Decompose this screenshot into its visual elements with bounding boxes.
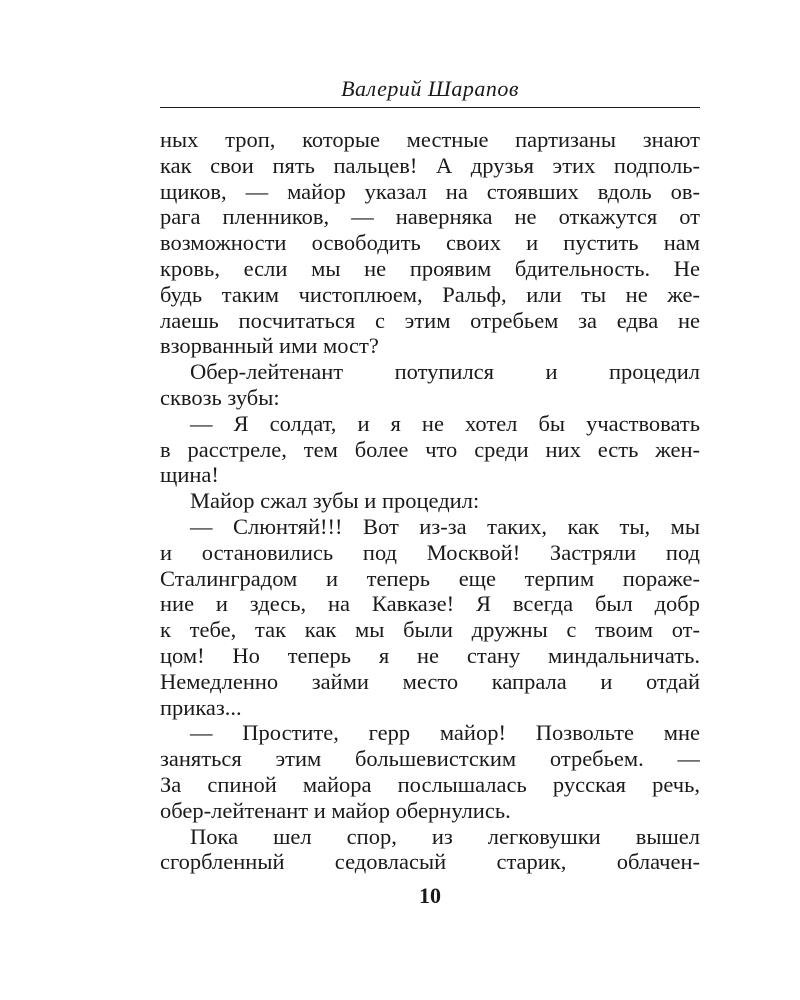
text-line: — Я солдат, и я не хотел бы участвовать <box>190 410 700 436</box>
text-line: щиков, — майор указал на стоявших вдоль ов- <box>160 178 700 204</box>
text-line: сквозь зубы: <box>160 384 280 410</box>
text-line: в расстреле, тем более что среди них есть жен- <box>160 436 700 462</box>
text-line: кровь, если мы не проявим бдительность. Не <box>160 255 700 281</box>
header-rule <box>160 107 700 108</box>
text-line: заняться этим большевистским отребьем. — <box>160 746 700 772</box>
text-line: как свои пять пальцев! А друзья этих подполь- <box>160 152 700 178</box>
text-line: и остановились под Москвой! Застряли под <box>160 539 700 565</box>
text-line: Немедленно займи место капрала и отдай <box>160 668 700 694</box>
text-line: рага пленников, — наверняка не откажутся от <box>160 204 700 230</box>
text-line: Майор сжал зубы и процедил: <box>190 488 480 514</box>
text-line: к тебе, так как мы были дружны с твоим от- <box>160 617 700 643</box>
text-line: Пока шел спор, из легковушки вышел <box>190 823 700 849</box>
page-number: 10 <box>419 883 441 908</box>
text-line: — Простите, герр майор! Позвольте мне <box>190 720 700 746</box>
text-line: будь таким чистоплюем, Ральф, или ты не же- <box>160 281 700 307</box>
text-line: сгорбленный седовласый старик, облачен- <box>160 849 700 875</box>
text-line: взорванный ими мост? <box>160 333 379 359</box>
text-line: лаешь посчитаться с этим отребьем за едва не <box>160 307 700 333</box>
text-line: Обер-лейтенант потупился и процедил <box>190 359 700 385</box>
text-line: Сталинградом и теперь еще терпим пораже- <box>160 565 700 591</box>
text-line: щина! <box>160 462 219 488</box>
text-line: — Слюнтяй!!! Вот из-за таких, как ты, мы <box>190 513 700 539</box>
text-line: возможности освободить своих и пустить нам <box>160 230 700 256</box>
running-head: Валерий Шарапов <box>341 76 519 101</box>
text-line: цом! Но теперь я не стану миндальничать. <box>160 642 700 668</box>
text-line: ных троп, которые местные партизаны знают <box>160 127 700 152</box>
body-text <box>160 127 700 875</box>
text-line: приказ... <box>160 694 242 720</box>
text-line: ние и здесь, на Кавказе! Я всегда был добр <box>160 591 700 617</box>
text-line: За спиной майора послышалась русская речь, <box>160 771 700 797</box>
text-line: обер-лейтенант и майор обернулись. <box>160 797 511 823</box>
